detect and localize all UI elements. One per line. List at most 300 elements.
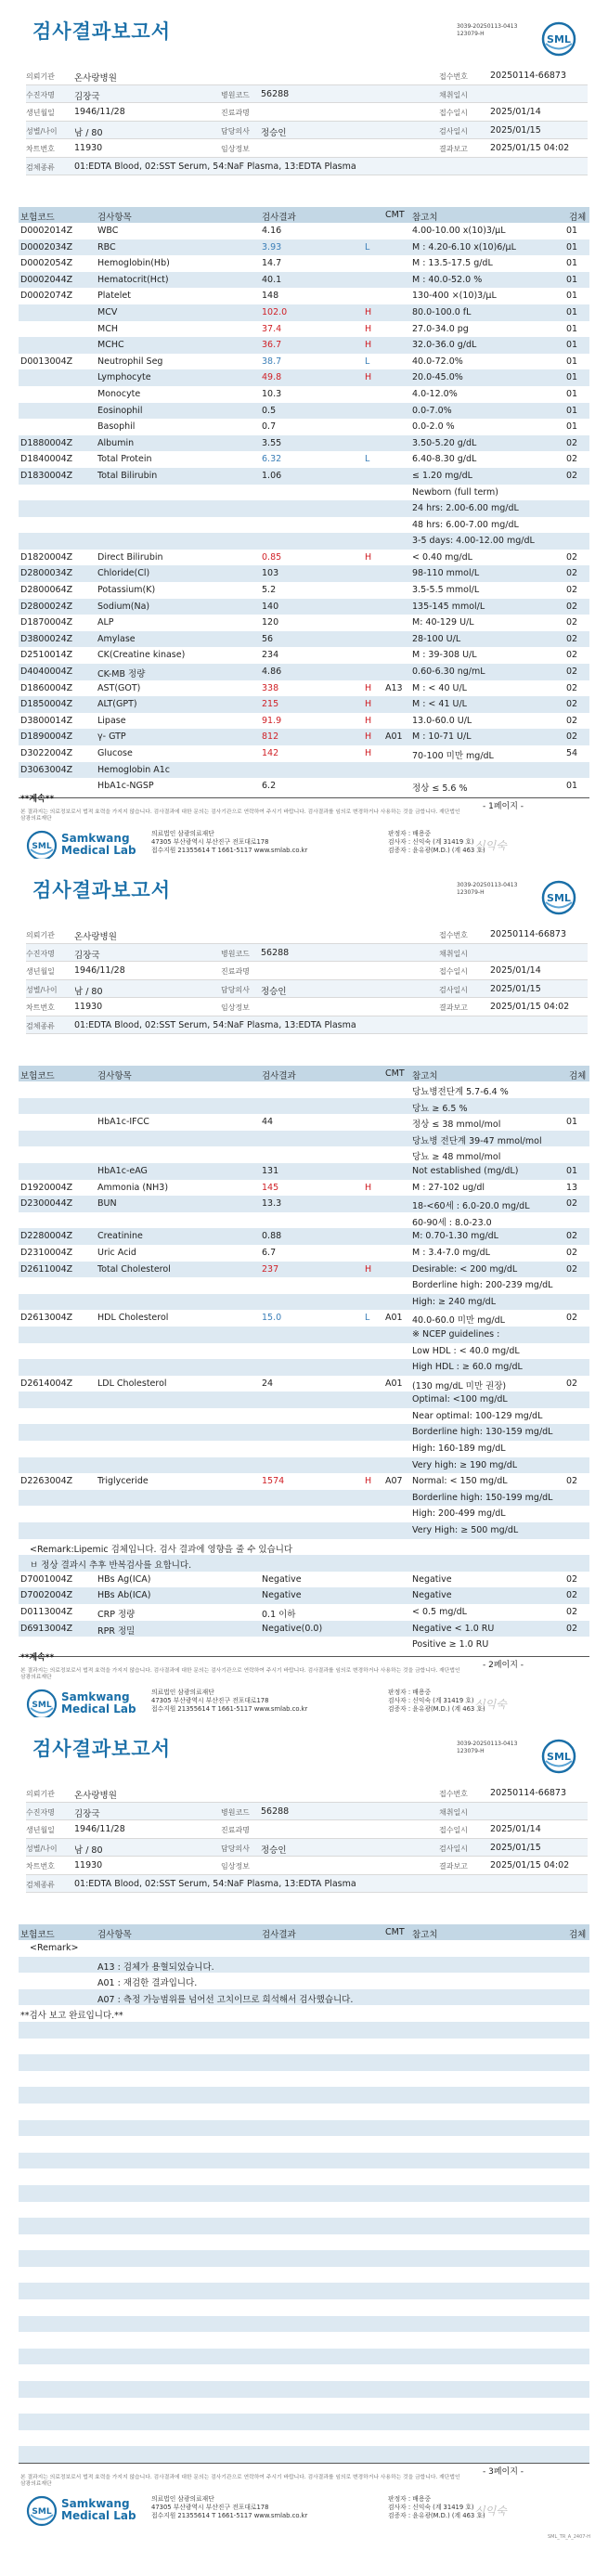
reference-range: 3.5-5.5 mmol/L xyxy=(412,585,480,596)
remark-text: <Remark> xyxy=(30,1943,79,1953)
test-name: HDL Cholesterol xyxy=(97,1313,169,1324)
info-label: 진료과명 xyxy=(221,109,250,117)
brand-name xyxy=(61,2498,136,2522)
patient-info-row xyxy=(26,1820,588,1839)
info-label: 생년월일 xyxy=(26,109,55,117)
code: D2510014Z xyxy=(20,650,73,661)
table-row xyxy=(19,1196,589,1212)
reference-range: 13.0-60.0 U/L xyxy=(412,715,472,726)
reference-range: Positive ≥ 1.0 RU xyxy=(412,1639,489,1650)
table-row xyxy=(19,1081,589,1098)
form-number: SML_TR_A_2407-H xyxy=(548,2534,591,2540)
info-label: 병원코드 xyxy=(221,949,250,958)
continue-text: **계속** xyxy=(20,795,55,804)
reference-range: M : 3.4-7.0 mg/dL xyxy=(412,1247,490,1258)
specimen-code: 02 xyxy=(566,1198,578,1210)
result-value: Negative xyxy=(262,1590,302,1601)
code: D2280004Z xyxy=(20,1231,73,1242)
code: D0002014Z xyxy=(20,226,73,236)
result-value: 3.55 xyxy=(262,437,282,448)
info-value: 01:EDTA Blood, 02:SST Serum, 54:NaF Plasma, 13:EDTA Plasma xyxy=(74,161,356,172)
empty-row xyxy=(19,2299,589,2316)
table-row xyxy=(19,1522,589,1539)
info-value: 정승인 xyxy=(261,127,287,138)
reference-range: M: 0.70-1.30 mg/dL xyxy=(412,1231,498,1242)
result-flag: L xyxy=(365,356,370,367)
info-label: 결과보고 xyxy=(439,145,468,153)
reference-range: M : 39-308 U/L xyxy=(412,650,477,661)
result-value: 40.1 xyxy=(262,274,282,285)
test-name: HBs Ab(ICA) xyxy=(97,1590,151,1601)
specimen-code: 01 xyxy=(566,274,578,285)
result-flag: H xyxy=(365,340,372,351)
code: D1820004Z xyxy=(20,551,73,563)
reference-range: Borderline high: 200-239 mg/dL xyxy=(412,1280,553,1291)
table-row xyxy=(19,1473,589,1490)
specimen-code: 01 xyxy=(566,340,578,351)
brand-line: Medical Lab xyxy=(61,2509,136,2522)
table-row xyxy=(19,1392,589,1408)
table-row xyxy=(19,1294,589,1311)
test-name: Lipase xyxy=(97,715,126,726)
info-label: 의뢰기관 xyxy=(26,1790,55,1798)
report-page xyxy=(0,859,608,1717)
reference-range: < 0.5 mg/dL xyxy=(412,1607,467,1617)
table-row xyxy=(19,2005,589,2022)
patient-info-row xyxy=(26,103,588,122)
table-row xyxy=(19,485,589,501)
info-label: 병원코드 xyxy=(221,1807,250,1817)
table-row xyxy=(19,1327,589,1343)
signer-line: 판정자 : 배용중 xyxy=(388,2495,432,2503)
info-value: 정승인 xyxy=(261,1845,287,1856)
result-flag: H xyxy=(365,748,372,758)
specimen-code: 01 xyxy=(566,241,578,252)
info-value: 01:EDTA Blood, 02:SST Serum, 54:NaF Plasma, 13:EDTA Plasma xyxy=(74,1878,356,1889)
address-line: 의료법인 삼광의료재단 xyxy=(151,1689,214,1696)
footer-divider xyxy=(19,1656,589,1657)
info-label: 검사일시 xyxy=(439,1844,468,1853)
signers xyxy=(388,1689,485,1714)
remark-text: **검사 보고 완료입니다.** xyxy=(20,2011,123,2022)
test-name: Sodium(Na) xyxy=(97,601,150,612)
table-row xyxy=(19,599,589,615)
table-row xyxy=(19,337,589,354)
info-value: 11930 xyxy=(74,1002,103,1012)
info-value: 2025/01/15 04:02 xyxy=(490,1860,570,1871)
result-flag: H xyxy=(365,715,372,726)
result-flag: H xyxy=(365,551,372,563)
table-row xyxy=(19,1587,589,1604)
test-name: MCH xyxy=(97,323,118,334)
result-value: 0.7 xyxy=(262,421,277,433)
test-name: Total Protein xyxy=(97,454,152,465)
specimen-code: 01 xyxy=(566,405,578,416)
table-row xyxy=(19,386,589,403)
empty-row xyxy=(19,2185,589,2202)
code: D2300044Z xyxy=(20,1198,73,1210)
table-row xyxy=(19,304,589,321)
header-item: 검사항목 xyxy=(97,213,132,223)
remark-text: ㅂ 정상 결과시 추후 반복검사를 요합니다. xyxy=(30,1560,192,1572)
reference-range: M : 27-102 ug/dl xyxy=(412,1182,485,1193)
patient-info-row xyxy=(26,998,588,1016)
empty-row xyxy=(19,2153,589,2169)
empty-row xyxy=(19,2234,589,2251)
empty-row xyxy=(19,2218,589,2234)
report-page xyxy=(0,0,608,859)
reference-range: 24 hrs: 2.00-6.00 mg/dL xyxy=(412,503,519,514)
code: D6913004Z xyxy=(20,1623,73,1634)
comment-code: A07 xyxy=(385,1476,403,1487)
patient-info-row xyxy=(26,158,588,176)
signer-line: 검증자 : 윤유광(M.D.) (계 463 호) xyxy=(388,2512,485,2519)
page-number: - 3페이지 - xyxy=(483,2467,524,2477)
table-row xyxy=(19,565,589,582)
test-name: MCHC xyxy=(97,340,124,351)
info-value: 56288 xyxy=(261,88,290,99)
sml-logo-icon xyxy=(540,20,577,58)
code: D7001004Z xyxy=(20,1573,73,1585)
specimen-code: 02 xyxy=(566,1231,578,1242)
code: D0002074Z xyxy=(20,291,73,302)
patient-info-row xyxy=(26,1857,588,1875)
info-value: 2025/01/15 04:02 xyxy=(490,1002,570,1012)
test-name: HbA1c-NGSP xyxy=(97,781,154,792)
table-row xyxy=(19,680,589,697)
result-value: 49.8 xyxy=(262,372,282,383)
header-result: 검사결과 xyxy=(262,1071,296,1081)
header-result: 검사결과 xyxy=(262,1930,296,1940)
reference-range: Newborn (full term) xyxy=(412,486,498,498)
info-label: 진료과명 xyxy=(221,1826,250,1834)
test-name: γ- GTP xyxy=(97,731,126,743)
info-label: 결과보고 xyxy=(439,1862,468,1871)
header-spec: 검체 xyxy=(569,1930,587,1940)
table-row xyxy=(19,1637,589,1653)
reference-range: 60-90세 : 8.0-23.0 xyxy=(412,1217,492,1228)
table-row xyxy=(19,1114,589,1131)
code: D2611004Z xyxy=(20,1263,73,1275)
table-row xyxy=(19,1940,589,1957)
reference-range: 당뇨병 전단계 39-47 mmol/mol xyxy=(412,1135,542,1146)
continue-text: **계속** xyxy=(20,1653,55,1663)
patient-info-row xyxy=(26,944,588,963)
table-row xyxy=(19,1555,589,1572)
patient-info-row xyxy=(26,85,588,104)
reference-range: < 0.40 mg/dL xyxy=(412,551,472,563)
table-row xyxy=(19,1245,589,1262)
test-name: Eosinophil xyxy=(97,405,143,416)
info-label: 생년월일 xyxy=(26,967,55,976)
reference-range: 20.0-45.0% xyxy=(412,372,463,383)
result-value: 131 xyxy=(262,1165,279,1176)
result-flag: H xyxy=(365,731,372,743)
result-value: 1574 xyxy=(262,1476,285,1487)
table-header xyxy=(19,1066,589,1081)
comment-code: A01 xyxy=(385,1313,403,1324)
empty-row xyxy=(19,2430,589,2447)
reference-range: High: 200-499 mg/dL xyxy=(412,1508,506,1520)
signer-line: 검사자 : 신익숙 (계 31419 호) xyxy=(388,1697,474,1704)
patient-info-row xyxy=(26,139,588,158)
result-flag: L xyxy=(365,454,370,465)
table-row xyxy=(19,1343,589,1360)
reference-range: Borderline high: 130-159 mg/dL xyxy=(412,1427,553,1438)
address-line: 47305 부산광역시 부산진구 전포대로178 xyxy=(151,2504,269,2511)
reference-range: 3.50-5.20 g/dL xyxy=(412,437,477,448)
address-line: 접수지원 21355614 T 1661-5117 www.smlab.co.kr xyxy=(151,1705,308,1713)
patient-info xyxy=(26,67,588,175)
info-label: 담당의사 xyxy=(221,985,250,994)
result-value: 102.0 xyxy=(262,306,288,317)
table-row xyxy=(19,1098,589,1115)
table-row xyxy=(19,647,589,664)
test-name: Direct Bilirubin xyxy=(97,551,163,563)
page-number: - 2페이지 - xyxy=(483,1661,524,1670)
reference-range: 당뇨 ≥ 6.5 % xyxy=(412,1103,468,1114)
patient-info-row xyxy=(26,1803,588,1821)
header-item: 검사항목 xyxy=(97,1071,132,1081)
info-label: 임상정보 xyxy=(221,1003,250,1012)
reference-range: Very High: ≥ 500 mg/dL xyxy=(412,1525,519,1536)
specimen-code: 02 xyxy=(566,1623,578,1634)
test-name: Neutrophil Seg xyxy=(97,356,163,367)
test-name: Triglyceride xyxy=(97,1476,149,1487)
info-label: 접수번호 xyxy=(439,1790,468,1798)
table-row xyxy=(19,1457,589,1474)
code: D7002004Z xyxy=(20,1590,73,1601)
test-name: CK(Creatine kinase) xyxy=(97,650,186,661)
table-row xyxy=(19,1621,589,1638)
svg-text:SML: SML xyxy=(32,842,52,851)
result-value: 237 xyxy=(262,1263,279,1275)
specimen-code: 02 xyxy=(566,1247,578,1258)
result-flag: H xyxy=(365,323,372,334)
code: D1890004Z xyxy=(20,731,73,743)
reference-range: Not established (mg/dL) xyxy=(412,1165,519,1176)
barcode-line: 3039-20250113-0413 xyxy=(457,882,518,888)
specimen-code: 01 xyxy=(566,291,578,302)
info-label: 담당의사 xyxy=(221,126,250,136)
specimen-code: 02 xyxy=(566,1607,578,1617)
code: D1920004Z xyxy=(20,1182,73,1193)
table-row xyxy=(19,729,589,745)
code: D2614004Z xyxy=(20,1378,73,1389)
header-result: 검사결과 xyxy=(262,213,296,223)
signers xyxy=(388,2495,485,2520)
code: D1880004Z xyxy=(20,437,73,448)
patient-info-row xyxy=(26,1784,588,1803)
result-value: 145 xyxy=(262,1182,279,1193)
table-row xyxy=(19,1359,589,1376)
specimen-code: 02 xyxy=(566,650,578,661)
info-value: 20250114-66873 xyxy=(490,71,567,81)
test-name: CRP 정량 xyxy=(97,1610,136,1620)
table-row xyxy=(19,1277,589,1294)
info-label: 채취일시 xyxy=(439,1807,468,1817)
code: D0002034Z xyxy=(20,241,73,252)
reference-range: 98-110 mmol/L xyxy=(412,568,480,579)
code: D1860004Z xyxy=(20,682,73,693)
result-value: 36.7 xyxy=(262,340,282,351)
info-value: 1946/11/28 xyxy=(74,107,125,117)
result-value: 56 xyxy=(262,633,274,644)
reference-range: 정상 ≤ 38 mmol/mol xyxy=(412,1120,501,1131)
barcode-text xyxy=(457,882,517,897)
empty-row xyxy=(19,2022,589,2039)
info-label: 검사일시 xyxy=(439,985,468,994)
result-value: Negative xyxy=(262,1573,302,1585)
info-label: 수진자명 xyxy=(26,90,55,99)
table-row xyxy=(19,1228,589,1245)
result-value: 10.3 xyxy=(262,388,282,399)
reference-range: M : 4.20-6.10 x(10)6/μL xyxy=(412,241,516,252)
lab-address xyxy=(151,1689,307,1714)
signer-line: 검증자 : 윤유광(M.D.) (계 463 호) xyxy=(388,1705,485,1713)
specimen-code: 02 xyxy=(566,1590,578,1601)
info-value: 온사랑병원 xyxy=(74,932,117,942)
barcode-line: 3039-20250113-0413 xyxy=(457,23,518,30)
test-name: HbA1c-IFCC xyxy=(97,1117,149,1128)
specimen-code: 01 xyxy=(566,372,578,383)
info-value: 남 / 80 xyxy=(74,986,103,997)
table-row xyxy=(19,631,589,648)
info-label: 차트번호 xyxy=(26,1003,55,1012)
empty-row xyxy=(19,2087,589,2104)
report-title: 검사결과보고서 xyxy=(32,1738,172,1760)
reference-range: 0.0-2.0 % xyxy=(412,421,455,433)
result-value: 6.32 xyxy=(262,454,282,465)
specimen-code: 02 xyxy=(566,1378,578,1389)
signer-line: 검사자 : 신익숙 (계 31419 호) xyxy=(388,838,474,846)
table-header xyxy=(19,207,589,223)
brand-name xyxy=(61,833,136,857)
patient-info-row xyxy=(26,980,588,999)
reference-range: High HDL : ≥ 60.0 mg/dL xyxy=(412,1362,523,1373)
report-page xyxy=(0,1717,608,2576)
test-name: Glucose xyxy=(97,748,133,758)
code: D3800014Z xyxy=(20,715,73,726)
header-spec: 검체 xyxy=(569,213,587,223)
brand-line: Medical Lab xyxy=(61,844,136,857)
table-row xyxy=(19,1310,589,1327)
signature-stamp: 신익숙 xyxy=(474,1698,507,1711)
specimen-code: 01 xyxy=(566,781,578,792)
specimen-code: 02 xyxy=(566,601,578,612)
specimen-code: 02 xyxy=(566,1263,578,1275)
test-name: Chloride(Cl) xyxy=(97,568,150,579)
specimen-code: 02 xyxy=(566,437,578,448)
test-name: Hemoglobin(Hb) xyxy=(97,258,170,269)
code: D0113004Z xyxy=(20,1607,73,1617)
result-table xyxy=(19,1940,589,2463)
result-value: 0.1 이하 xyxy=(262,1610,296,1620)
table-row xyxy=(19,1989,589,2006)
header-ref: 참고치 xyxy=(412,1930,438,1940)
table-row xyxy=(19,451,589,468)
empty-row xyxy=(19,2267,589,2284)
table-row xyxy=(19,615,589,631)
test-name: HBs Ag(ICA) xyxy=(97,1573,151,1585)
empty-row xyxy=(19,2283,589,2299)
specimen-code: 02 xyxy=(566,617,578,628)
brand-line: Medical Lab xyxy=(61,1702,136,1715)
empty-row xyxy=(19,2250,589,2267)
empty-row xyxy=(19,2381,589,2398)
specimen-code: 02 xyxy=(566,667,578,678)
result-flag: H xyxy=(365,1182,372,1193)
result-value: 15.0 xyxy=(262,1313,282,1324)
specimen-code: 01 xyxy=(566,226,578,236)
code: D1840004Z xyxy=(20,454,73,465)
table-row xyxy=(19,778,589,795)
result-value: 13.3 xyxy=(262,1198,282,1210)
signature-stamp: 신익숙 xyxy=(474,2505,507,2518)
sml-footer-logo-icon xyxy=(26,2495,58,2527)
code: D0013004Z xyxy=(20,356,73,367)
test-name: BUN xyxy=(97,1198,117,1210)
empty-row xyxy=(19,2349,589,2365)
reference-range: 0.0-7.0% xyxy=(412,405,452,416)
specimen-code: 02 xyxy=(566,699,578,710)
info-label: 채취일시 xyxy=(439,949,468,958)
specimen-code: 02 xyxy=(566,715,578,726)
empty-row xyxy=(19,2316,589,2333)
reference-range: Negative xyxy=(412,1590,452,1601)
result-value: 6.7 xyxy=(262,1247,277,1258)
patient-info-row xyxy=(26,122,588,140)
reference-range: Borderline high: 150-199 mg/dL xyxy=(412,1492,553,1503)
test-name: Hematocrit(Hct) xyxy=(97,274,169,285)
test-name: RPR 정밀 xyxy=(97,1625,136,1637)
reference-range: Negative < 1.0 RU xyxy=(412,1623,495,1634)
specimen-code: 02 xyxy=(566,551,578,563)
info-label: 생년월일 xyxy=(26,1826,55,1834)
code: D2800034Z xyxy=(20,568,73,579)
test-name: Hemoglobin A1c xyxy=(97,764,171,775)
test-name: Total Bilirubin xyxy=(97,470,158,481)
test-name: Basophil xyxy=(97,421,136,433)
info-label: 결과보고 xyxy=(439,1003,468,1012)
svg-text:SML: SML xyxy=(547,892,571,904)
result-flag: H xyxy=(365,1476,372,1487)
info-value: 2025/01/15 xyxy=(490,1842,541,1853)
table-row xyxy=(19,550,589,566)
result-value: 4.86 xyxy=(262,667,282,678)
reference-range: Very high: ≥ 190 mg/dL xyxy=(412,1459,518,1470)
result-value: 44 xyxy=(262,1117,274,1128)
info-label: 임상정보 xyxy=(221,1862,250,1871)
table-row xyxy=(19,288,589,304)
address-line: 접수지원 21355614 T 1661-5117 www.smlab.co.kr xyxy=(151,847,308,854)
empty-row xyxy=(19,2332,589,2349)
info-label: 임상정보 xyxy=(221,145,250,153)
patient-info xyxy=(26,1784,588,1893)
test-name: ALT(GPT) xyxy=(97,699,137,710)
info-label: 검체종류 xyxy=(26,162,55,172)
test-name: LDL Cholesterol xyxy=(97,1378,167,1389)
info-label: 차트번호 xyxy=(26,145,55,153)
test-name: Albumin xyxy=(97,437,135,448)
info-value: 2025/01/14 xyxy=(490,1824,541,1834)
info-label: 의뢰기관 xyxy=(26,72,55,81)
info-label: 검사일시 xyxy=(439,126,468,136)
reference-range: Negative xyxy=(412,1573,452,1585)
reference-range: 4.0-12.0% xyxy=(412,388,458,399)
reference-range: 70-100 미만 mg/dL xyxy=(412,751,494,761)
table-row xyxy=(19,533,589,550)
